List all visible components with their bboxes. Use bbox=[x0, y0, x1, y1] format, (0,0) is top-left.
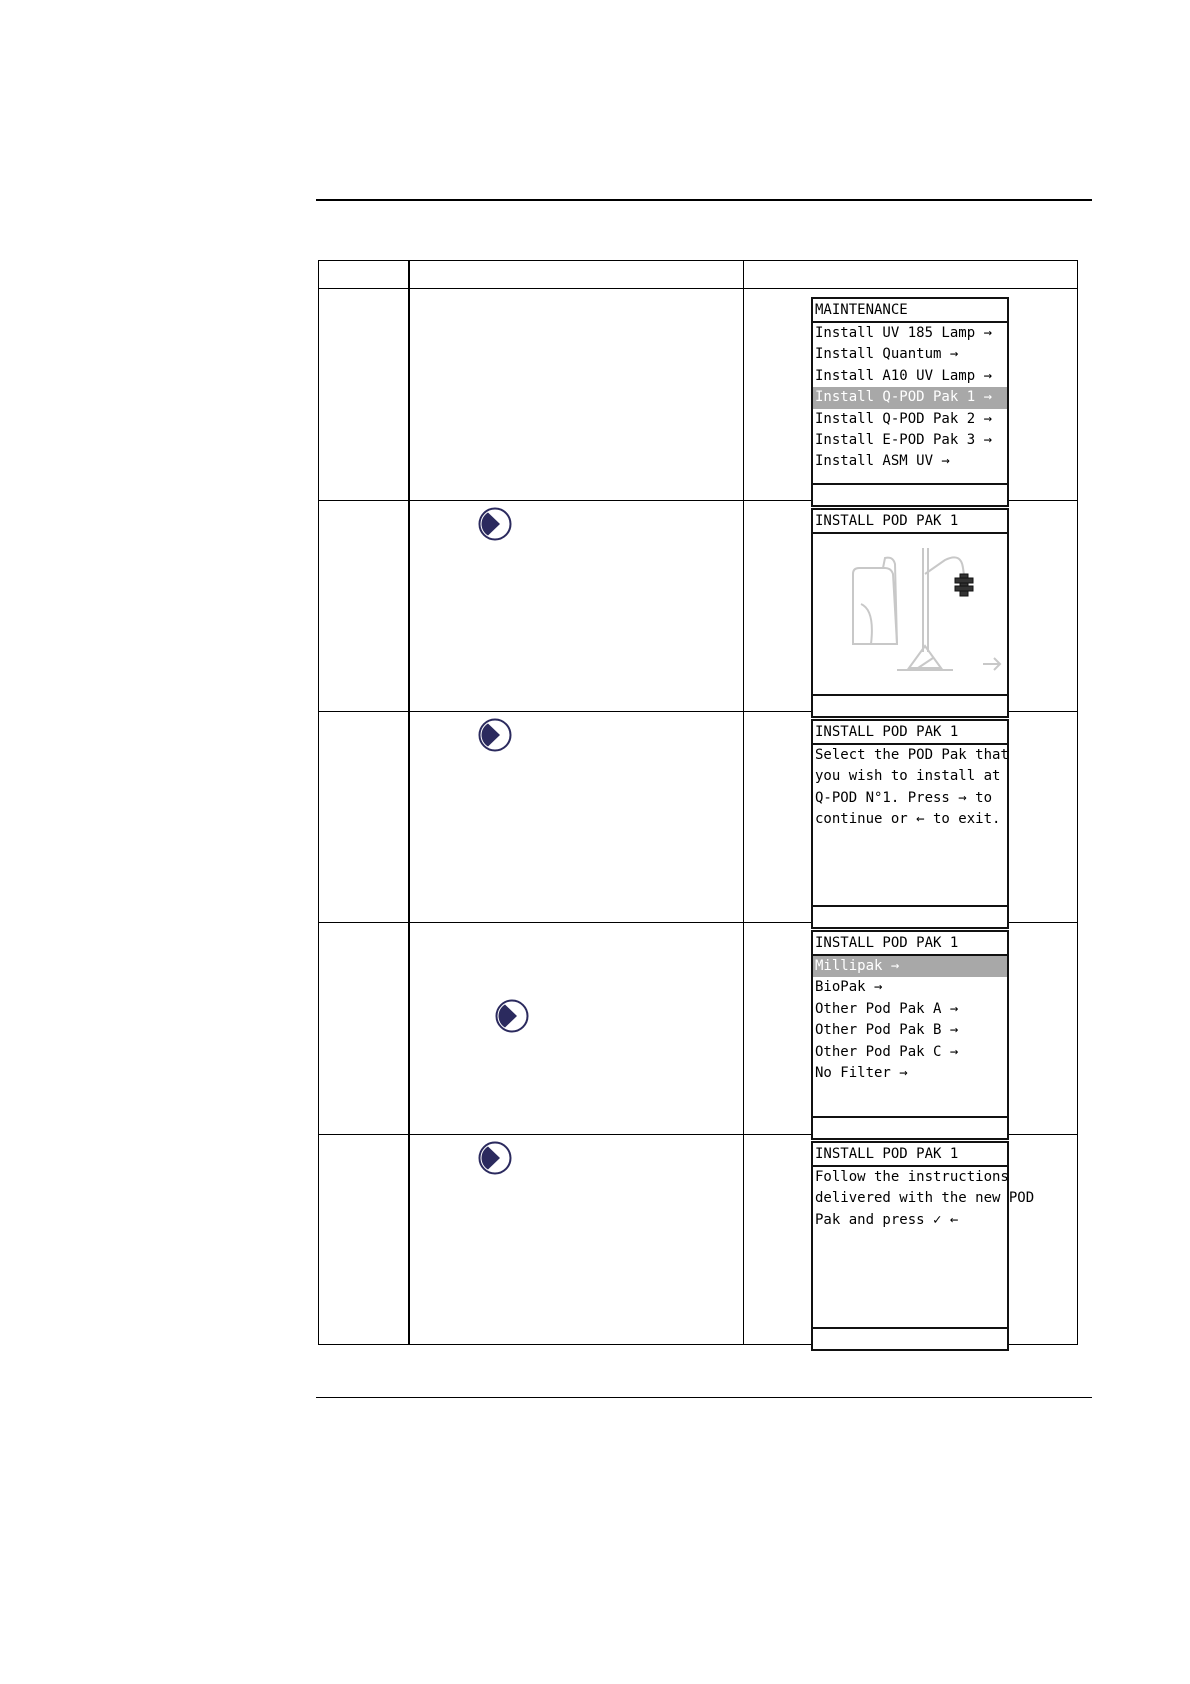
menu-item[interactable]: Other Pod Pak A → bbox=[815, 1000, 959, 1017]
lcd-title: INSTALL POD PAK 1 bbox=[813, 932, 1007, 956]
footer-rule bbox=[316, 1397, 1092, 1398]
menu-item-selected[interactable]: Millipak → bbox=[813, 956, 1007, 977]
lcd-text-body bbox=[813, 745, 1007, 905]
column-divider bbox=[743, 261, 744, 1344]
lcd-text-line: delivered with the new POD bbox=[815, 1190, 1035, 1207]
header-rule bbox=[316, 199, 1092, 201]
menu-item[interactable]: Other Pod Pak C → bbox=[815, 1043, 959, 1060]
lcd-screen-follow-instructions bbox=[811, 1141, 1035, 1351]
lcd-footer bbox=[813, 694, 1007, 716]
lcd-footer bbox=[813, 905, 1007, 927]
menu-item[interactable]: Install ASM UV → bbox=[815, 453, 950, 470]
right-arrow-button-icon bbox=[478, 507, 512, 541]
right-arrow-button-icon bbox=[478, 718, 512, 752]
right-arrow-button-icon bbox=[495, 999, 529, 1033]
menu-item[interactable]: Install Q-POD Pak 2 → bbox=[815, 410, 993, 427]
lcd-screen-install-illustration bbox=[811, 508, 1009, 718]
lcd-footer bbox=[813, 483, 1007, 505]
lcd-illustration bbox=[813, 534, 1007, 694]
right-arrow-button-icon bbox=[478, 1141, 512, 1175]
lcd-menu bbox=[813, 956, 1007, 1116]
lcd-title: INSTALL POD PAK 1 bbox=[813, 1143, 1007, 1167]
menu-item[interactable]: Other Pod Pak B → bbox=[815, 1022, 959, 1039]
lcd-text-line: you wish to install at bbox=[815, 768, 1001, 785]
lcd-title: INSTALL POD PAK 1 bbox=[813, 510, 1007, 534]
lcd-screen-pod-pak-list bbox=[811, 930, 1009, 1140]
lcd-text-line: Q-POD N°1. Press → to bbox=[815, 789, 993, 806]
column-divider bbox=[408, 261, 410, 1344]
lcd-text-body bbox=[813, 1167, 1035, 1327]
lcd-footer bbox=[813, 1116, 1007, 1138]
lcd-screen-select-instructions bbox=[811, 719, 1009, 929]
lcd-screen-maintenance bbox=[811, 297, 1009, 507]
menu-item[interactable]: Install UV 185 Lamp → bbox=[815, 325, 993, 341]
lcd-text-line: Pak and press ✓ ← bbox=[815, 1211, 959, 1228]
menu-item[interactable]: Install E-POD Pak 3 → bbox=[815, 431, 993, 448]
menu-item[interactable]: BioPak → bbox=[815, 979, 883, 996]
lcd-title: MAINTENANCE bbox=[813, 299, 1007, 323]
lcd-text-line: continue or ← to exit. bbox=[815, 811, 1001, 828]
lcd-title: INSTALL POD PAK 1 bbox=[813, 721, 1007, 745]
menu-item-selected[interactable]: Install Q-POD Pak 1 → bbox=[813, 387, 1007, 408]
lcd-text-line: Select the POD Pak that bbox=[815, 747, 1009, 763]
menu-item[interactable]: Install A10 UV Lamp → bbox=[815, 367, 993, 384]
menu-item[interactable]: No Filter → bbox=[815, 1064, 908, 1081]
row-divider bbox=[319, 288, 1077, 289]
lcd-footer bbox=[813, 1327, 1007, 1349]
menu-item[interactable]: Install Quantum → bbox=[815, 346, 959, 363]
pod-pak-installation-drawing bbox=[813, 534, 1007, 696]
lcd-text-line: Follow the instructions bbox=[815, 1169, 1009, 1185]
lcd-menu bbox=[813, 323, 1007, 483]
